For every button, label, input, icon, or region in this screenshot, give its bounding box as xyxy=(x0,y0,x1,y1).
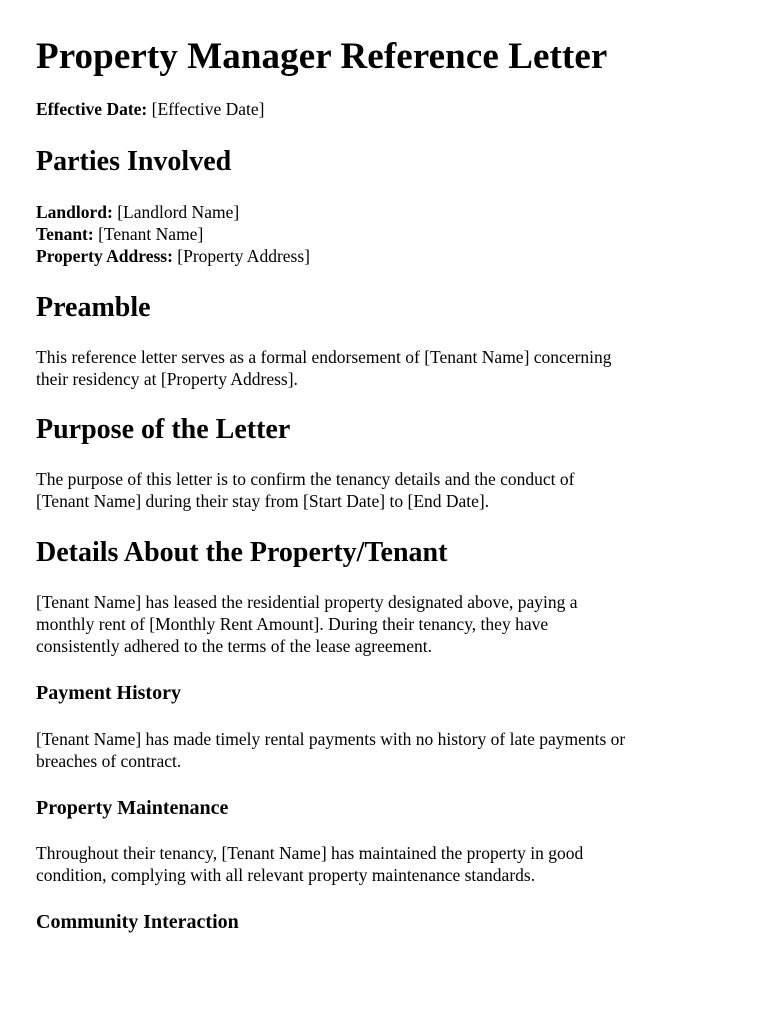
preamble-line: This reference letter serves as a formal endorsement of [Tenant Name] concerning xyxy=(36,347,612,367)
details-line: [Tenant Name] has leased the residential property designated above, paying a xyxy=(36,592,578,612)
tenant-line xyxy=(36,223,734,245)
community-interaction-heading: Community Interaction xyxy=(36,911,239,933)
parties-block xyxy=(36,201,734,267)
landlord-value: [Landlord Name] xyxy=(117,202,240,222)
effective-date-value: [Effective Date] xyxy=(151,99,265,119)
property-maintenance-paragraph xyxy=(36,842,734,886)
landlord-label: Landlord: xyxy=(36,202,113,222)
property-maintenance-heading: Property Maintenance xyxy=(36,797,229,819)
address-line xyxy=(36,245,734,267)
address-label: Property Address: xyxy=(36,246,173,266)
parties-heading: Parties Involved xyxy=(36,146,232,177)
details-paragraph xyxy=(36,591,734,657)
details-line: monthly rent of [Monthly Rent Amount]. During their tenancy, they have xyxy=(36,614,549,634)
preamble-line: their residency at [Property Address]. xyxy=(36,369,298,389)
tenant-label: Tenant: xyxy=(36,224,94,244)
preamble-heading: Preamble xyxy=(36,292,151,323)
preamble-paragraph xyxy=(36,346,734,390)
landlord-line xyxy=(36,201,734,223)
payment-history-paragraph xyxy=(36,728,734,772)
tenant-value: [Tenant Name] xyxy=(98,224,204,244)
effective-date-label: Effective Date: xyxy=(36,99,148,119)
effective-date-line xyxy=(36,98,734,120)
purpose-paragraph xyxy=(36,468,734,512)
purpose-line: [Tenant Name] during their stay from [Start Date] to [End Date]. xyxy=(36,491,490,511)
purpose-heading: Purpose of the Letter xyxy=(36,414,291,445)
details-heading: Details About the Property/Tenant xyxy=(36,537,448,568)
payment-history-line: breaches of contract. xyxy=(36,751,182,771)
property-maintenance-line: condition, complying with all relevant property maintenance standards. xyxy=(36,865,536,885)
payment-history-line: [Tenant Name] has made timely rental payments with no history of late payments or xyxy=(36,729,626,749)
property-maintenance-line: Throughout their tenancy, [Tenant Name] has maintained the property in good xyxy=(36,843,584,863)
document-title: Property Manager Reference Letter xyxy=(36,36,608,77)
purpose-line: The purpose of this letter is to confirm the tenancy details and the conduct of xyxy=(36,469,575,489)
details-line: consistently adhered to the terms of the lease agreement. xyxy=(36,636,433,656)
address-value: [Property Address] xyxy=(177,246,310,266)
payment-history-heading: Payment History xyxy=(36,682,181,704)
